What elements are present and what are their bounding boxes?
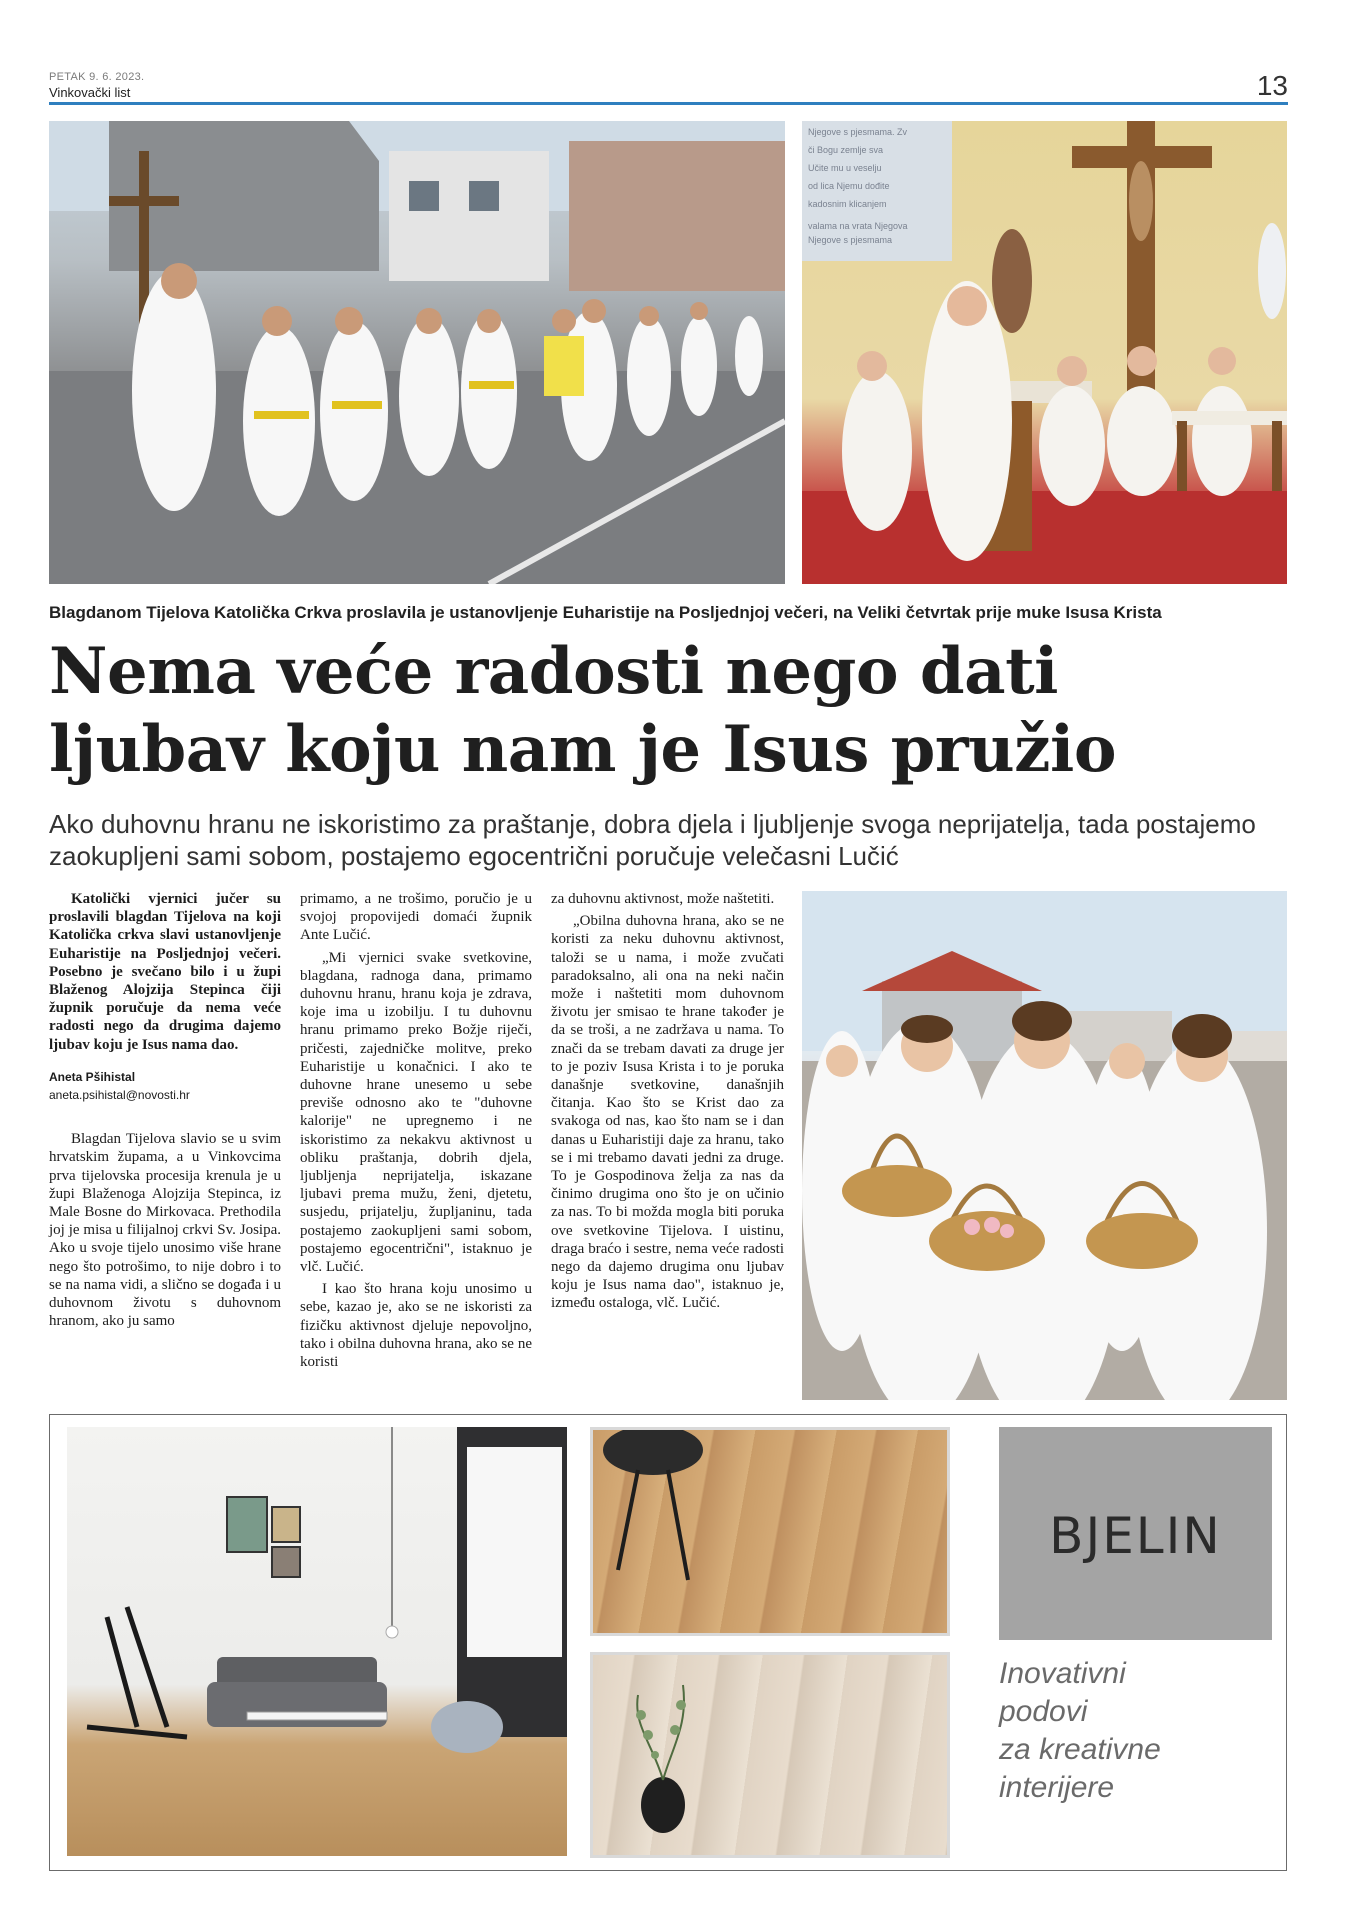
procession-photo (49, 121, 785, 584)
light-floor-photo (590, 1652, 950, 1858)
ad-slogan: Inovativni podovi za kreativne interijere (999, 1657, 1161, 1804)
wood-floor-photo (590, 1427, 950, 1636)
vase-illustration (593, 1655, 947, 1855)
article-paragraph: primamo, a ne trošimo, poručio je u svojoj propovijedi domaći župnik Ante Lučić. (300, 891, 532, 944)
article-paragraph: Blagdan Tijelova slavio se u svim hrvatskim župama, a u Vinkovcima prva tijelovska procesija krenula je u župi Blaženoga Alojzija Stepinca, iz Male Bosne do Mirkovaca. Prethodila joj je misa u filijalnoj crkvi Sv. Josipa. Ako u svoje tijelo unosimo više hrane nego što potrošimo, to nije dobro i to se na nama vidi, a slično se događa i u duhovnom životu s duhovnom hranom, ako ju samo (49, 1131, 281, 1330)
living-room-illustration (67, 1427, 567, 1856)
article-paragraph: „Mi vjernici svake svetkovine, blagdana, radnoga dana, primamo duhovnu hranu, hranu koja je zdrava, koje ima u izobilju. I tu duhovnu hranu primamo preko Božje riječi, pričesti, zajedničke molitve, preko Euharistije u konačnici. I ako te duhovne hrane unesemo u sebe previše odnosno ako te "duhovne kalorije" ne upregnemo i ne iskoristimo za nekakvu aktivnost u obliku praštanja, dobrih djela, ljubljenja neprijatelja, iskazane ljubavi prema mužu, ženi, djetetu, susjedu, prijatelju, župljaninu, tada postajemo zaokupljeni sami sobom, postajemo egocentrični", istaknuo je vlč. Lučić. (300, 949, 532, 1276)
brand-logo-box (999, 1427, 1272, 1640)
advertisement[interactable] (49, 1414, 1287, 1871)
children-illustration (802, 891, 1287, 1400)
article-kicker: Blagdanom Tijelova Katolička Crkva proslavila je ustanovljenje Euharistije na Posljednjoj večeri, na Veliki četvrtak prije muke Isusa Krista (49, 603, 1162, 622)
article-paragraph: I kao što hrana koju unosimo u sebe, kazao je, ako se ne iskoristi za fizičku aktivnost djeluje nepovoljno, tako i obilna duhovna hrana, ako se ne koristi (300, 1281, 532, 1371)
article-subhead: Ako duhovnu hranu ne iskoristimo za praštanje, dobra djela i ljubljenje svoga neprijatelja, tada postajemo zaokupljeni sami sobom, postajemo egocentrični poručuje velečasni Lučić (49, 809, 1256, 871)
article-headline: Nema veće radosti nego dati ljubav koju nam je Isus pružio (49, 634, 1116, 787)
issue-date: PETAK 9. 6. 2023. (49, 71, 145, 83)
author-email: aneta.psihistal@novosti.hr (49, 1088, 190, 1103)
children-baskets-photo (802, 891, 1287, 1400)
author-name: Aneta Pšihistal (49, 1069, 136, 1084)
article-column-3 (551, 890, 784, 1317)
page-number: 13 (1256, 70, 1288, 101)
mass-illustration (802, 121, 1287, 584)
living-room-photo (67, 1427, 567, 1856)
procession-illustration (49, 121, 785, 584)
article-lead: Katolički vjernici jučer su proslavili blagdan Tijelova na koji Katolička crkva slavi ustanovljenje Euharistije na Posljednjoj večeri. Posebno je svečano bilo i u župi Blaženog Alojzija Stepinca čiji župnik poručuje da nema veće radosti nego da drugima dajemo ljubav koju je Isus nama dao. (49, 891, 281, 1053)
chair-illustration (593, 1430, 947, 1633)
article-paragraph: „Obilna duhovna hrana, ako se ne koristi za neku duhovnu aktivnost, taloži se u nama, i može zvučati paradoksalno, ali ona na neki način može i naštetiti mom duhovnom životu jer smisao te hrane također je da se troši, a ne zadržava u nama. To znači da se trebam davati za druge jer to je poziv Isusa Krista i to je poruka današnje svetkovine, današnjih čitanja. Kao što se Krist dao za svakoga od nas, kao što nam se i dan danas u Euharistiji daje za hranu, tako se i mi trebamo davati jedni za druge. To je Gospodinova želja za nas da činimo drugima ono što je on učinio za nas. To bi možda mogla biti poruka ove svetkovine Tijelova. I uistinu, draga braćo i sestre, nema veće radosti nego da dajemo drugima onu ljubav koju je Isus nama dao", istaknuo je, između ostaloga, vlč. Lučić. (551, 913, 784, 1312)
article-paragraph: za duhovnu aktivnost, može naštetiti. (551, 891, 775, 907)
mass-photo (802, 121, 1287, 584)
header-rule (49, 102, 1288, 105)
article-column-1 (49, 890, 281, 1334)
brand-name: BJELIN (1049, 1507, 1222, 1565)
article-column-2 (300, 890, 532, 1375)
svg-text:Njegove s pjesmama. Zv č: Njegove s pjesmama. Zv či Bogu zemlje sva Učite mu u veselju od lica Njemu dođite kadosnim klicanjem valama na vrata Njegova Njegove s pjesmama (808, 127, 908, 245)
newspaper-name: Vinkovački list (49, 85, 131, 100)
